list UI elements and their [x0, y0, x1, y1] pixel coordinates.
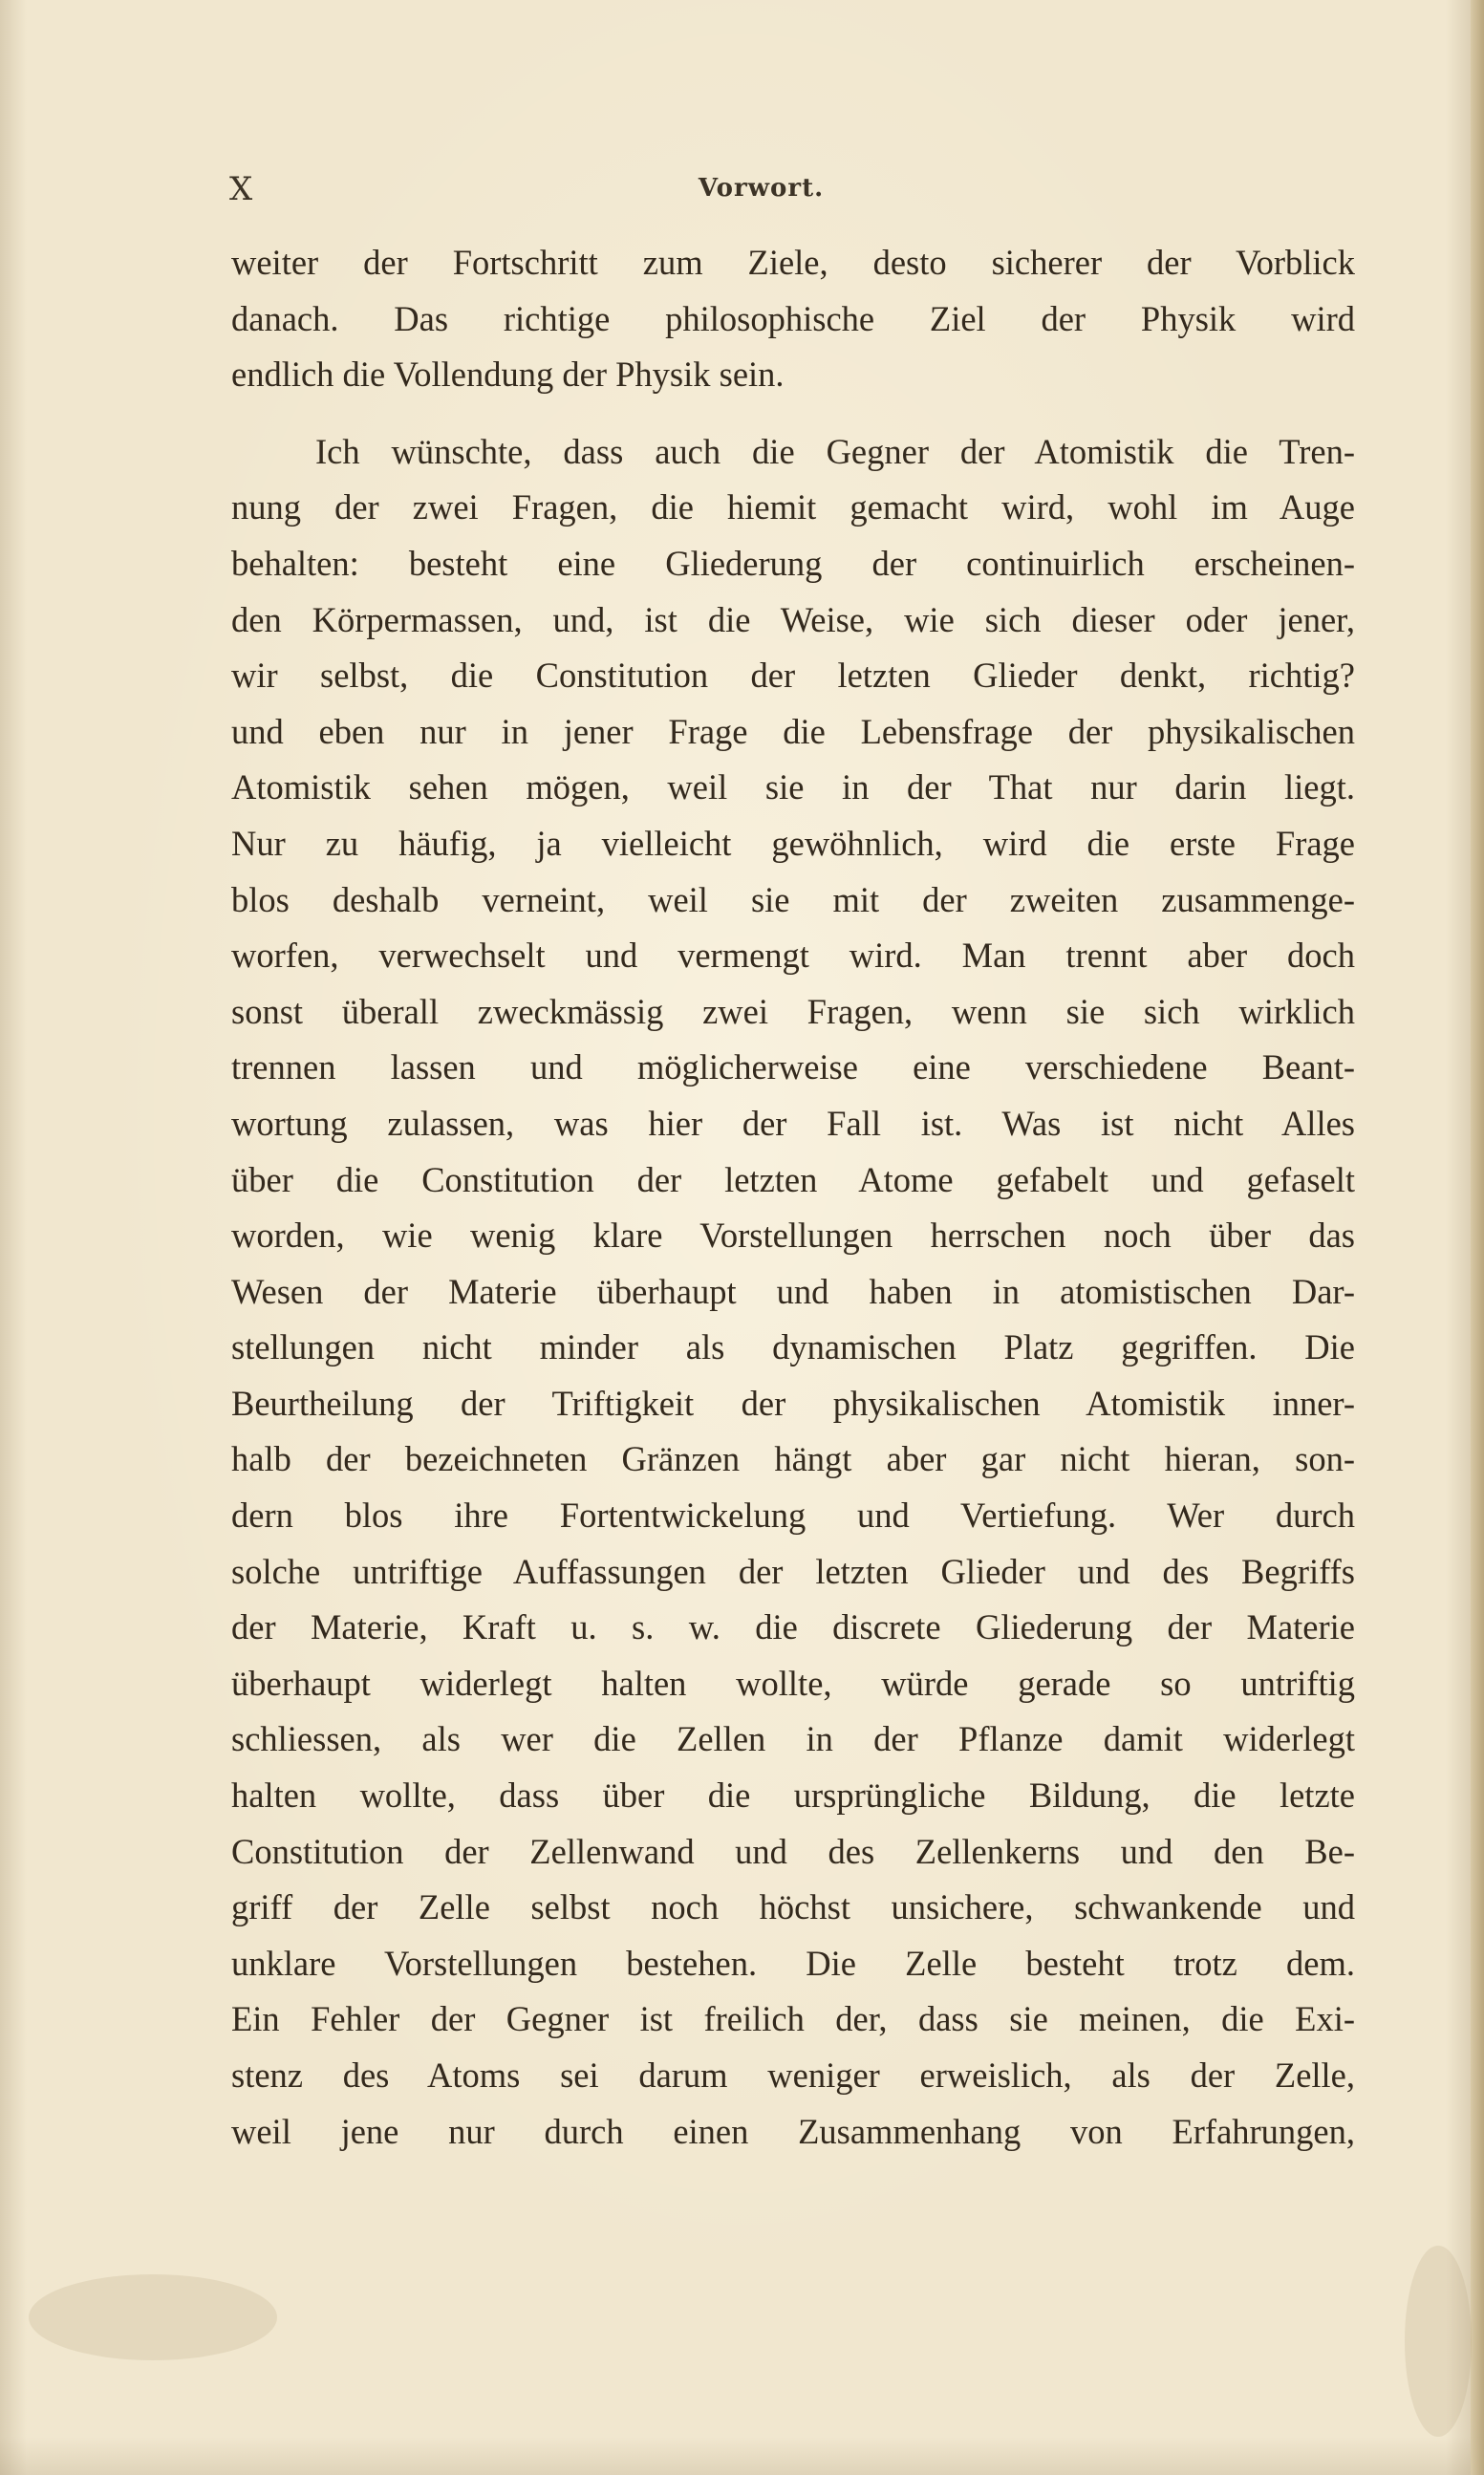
text-line: sonst überall zweckmässig zwei Fragen, wenn sie sich wirklich: [231, 991, 1355, 1031]
text-line: worfen, verwechselt und vermengt wird. Man trennt aber doch: [231, 936, 1355, 976]
page-header: [0, 170, 1484, 218]
text-line: Nur zu häufig, ja vielleicht gewöhnlich, wird die erste Frage: [231, 823, 1355, 863]
text-line: der Materie, Kraft u. s. w. die discrete Gliederung der Materie: [231, 1607, 1355, 1647]
text-line: Ein Fehler der Gegner ist freilich der, dass sie meinen, die Exi-: [231, 1999, 1355, 2039]
text-line: Atomistik sehen mögen, weil sie in der That nur darin liegt.: [231, 767, 1355, 807]
running-title: Vorwort.: [698, 174, 825, 203]
text-line: griff der Zelle selbst noch höchst unsichere, schwankende und: [231, 1887, 1355, 1927]
text-line: behalten: besteht eine Gliederung der continuirlich erscheinen-: [231, 543, 1355, 583]
page-number: X: [229, 170, 254, 208]
text-line: über die Constitution der letzten Atome gefabelt und gefaselt: [231, 1159, 1355, 1199]
text-line: halten wollte, dass über die ursprüngliche Bildung, die letzte: [231, 1776, 1355, 1816]
text-line: blos deshalb verneint, weil sie mit der zweiten zusammenge-: [231, 879, 1355, 919]
paragraph: [231, 424, 1355, 2160]
text-line: wortung zulassen, was hier der Fall ist. Was ist nicht Alles: [231, 1103, 1355, 1143]
text-line: nung der zwei Fragen, die hiemit gemacht wird, wohl im Auge: [231, 487, 1355, 527]
text-line: wir selbst, die Constitution der letzten Glieder denkt, richtig?: [231, 656, 1355, 696]
paragraph: [231, 235, 1355, 403]
text-line: Ich wünschte, dass auch die Gegner der Atomistik die Tren-: [315, 431, 1355, 471]
text-line: überhaupt widerlegt halten wollte, würde gerade so untriftig: [231, 1663, 1355, 1703]
page-edge-shadow: [1471, 0, 1484, 2475]
body-text: [231, 235, 1355, 2160]
text-line: dern blos ihre Fortentwickelung und Vertiefung. Wer durch: [231, 1496, 1355, 1536]
text-line: und eben nur in jener Frage die Lebensfrage der physikalischen: [231, 711, 1355, 751]
text-line: weiter der Fortschritt zum Ziele, desto sicherer der Vorblick: [231, 243, 1355, 282]
text-line: Beurtheilung der Triftigkeit der physikalischen Atomistik inner-: [231, 1383, 1355, 1423]
text-line: trennen lassen und möglicherweise eine verschiedene Beant-: [231, 1047, 1355, 1087]
text-line: Wesen der Materie überhaupt und haben in atomistischen Dar-: [231, 1271, 1355, 1311]
text-line: weil jene nur durch einen Zusammenhang von Erfahrungen,: [231, 2111, 1355, 2151]
text-line: den Körpermassen, und, ist die Weise, wie sich dieser oder jener,: [231, 599, 1355, 639]
text-line: endlich die Vollendung der Physik sein.: [231, 355, 785, 395]
text-line: worden, wie wenig klare Vorstellungen herrschen noch über das: [231, 1216, 1355, 1256]
text-line: halb der bezeichneten Gränzen hängt aber gar nicht hieran, son-: [231, 1439, 1355, 1479]
text-line: stenz des Atoms sei darum weniger erweislich, als der Zelle,: [231, 2055, 1355, 2095]
text-line: danach. Das richtige philosophische Ziel der Physik wird: [231, 298, 1355, 338]
paper-stain: [1405, 2246, 1472, 2437]
paper-stain: [29, 2274, 277, 2360]
text-line: Constitution der Zellenwand und des Zellenkerns und den Be-: [231, 1831, 1355, 1871]
text-line: unklare Vorstellungen bestehen. Die Zelle besteht trotz dem.: [231, 1943, 1355, 1983]
text-line: schliessen, als wer die Zellen in der Pflanze damit widerlegt: [231, 1719, 1355, 1759]
text-line: stellungen nicht minder als dynamischen Platz gegriffen. Die: [231, 1327, 1355, 1367]
text-line: solche untriftige Auffassungen der letzten Glieder und des Begriffs: [231, 1551, 1355, 1591]
